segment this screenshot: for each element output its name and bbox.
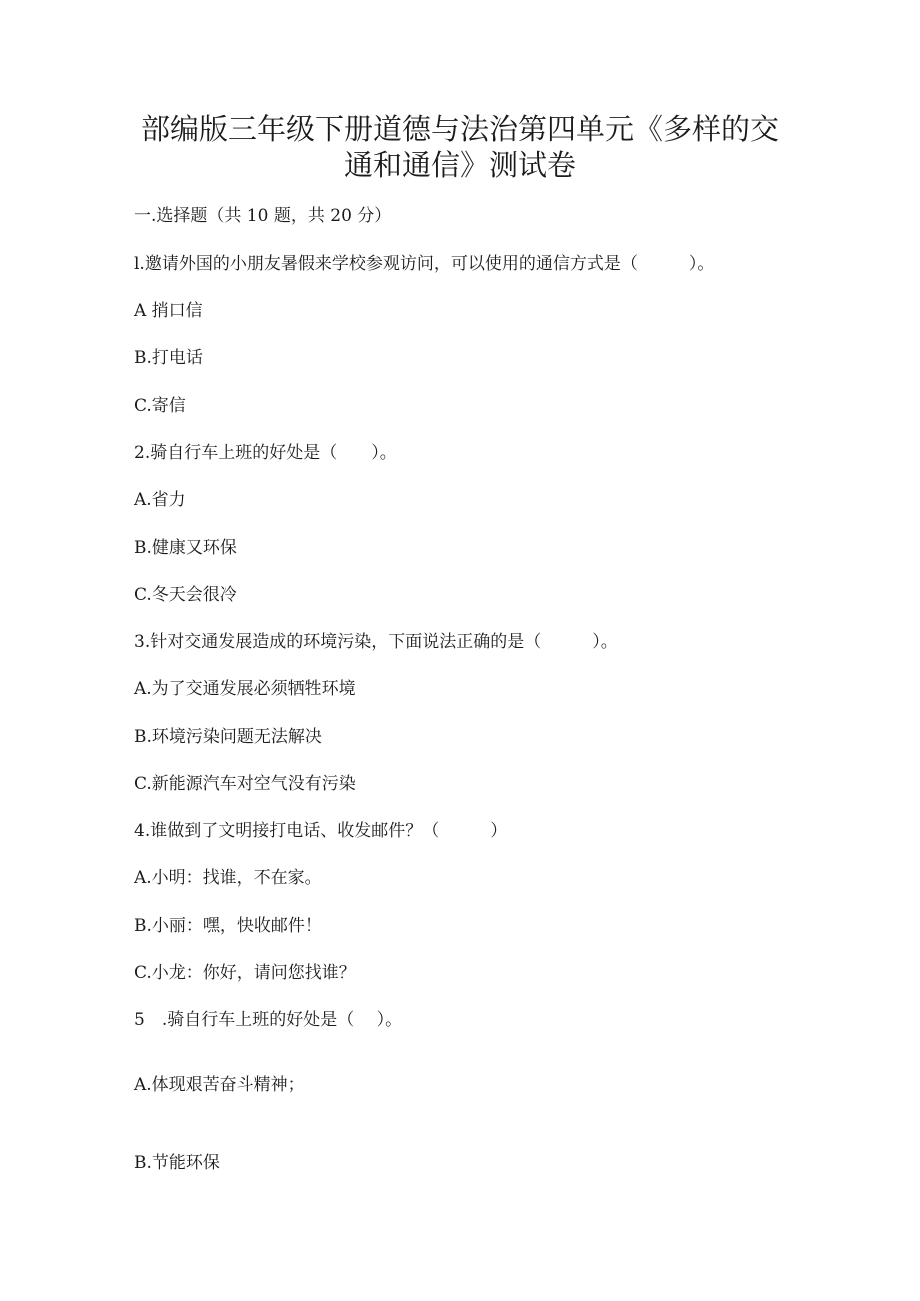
- answer-option: B.小丽：嘿，快收邮件！: [134, 916, 322, 936]
- answer-option: B.节能环保: [134, 1153, 220, 1173]
- answer-option: B.打电话: [134, 348, 203, 368]
- answer-option: C.新能源汽车对空气没有污染: [134, 774, 356, 794]
- answer-option: B.健康又环保: [134, 538, 237, 558]
- document-title-line-1: 部编版三年级下册道德与法治第四单元《多样的交: [140, 112, 779, 146]
- answer-option: C.寄信: [134, 396, 186, 416]
- answer-option: A.为了交通发展必须牺牲环境: [134, 679, 356, 699]
- question-stem: 5 .骑自行车上班的好处是（ ）。: [134, 1010, 403, 1030]
- answer-option: C.小龙：你好，请问您找谁？: [134, 963, 356, 983]
- answer-option: A.小明：找谁，不在家。: [134, 868, 322, 888]
- question-stem: 4.谁做到了文明接打电话、收发邮件？（ ）: [134, 821, 508, 841]
- question-stem: 3.针对交通发展造成的环境污染，下面说法正确的是（ ）。: [134, 632, 618, 652]
- answer-option: A.体现艰苦奋斗精神；: [134, 1075, 305, 1095]
- question-stem: 2.骑自行车上班的好处是（ ）。: [134, 443, 397, 463]
- answer-option: A.省力: [134, 490, 186, 510]
- answer-option: C.冬天会很冷: [134, 585, 237, 605]
- question-stem: l.邀请外国的小朋友暑假来学校参观访问，可以使用的通信方式是（ ）。: [134, 254, 715, 274]
- answer-option: B.环境污染问题无法解决: [134, 727, 322, 747]
- document-title-line-2: 通和通信》测试卷: [343, 148, 576, 182]
- section-heading: 一.选择题（共 10 题，共 20 分）: [134, 206, 392, 226]
- answer-option: A 捎口信: [134, 301, 203, 321]
